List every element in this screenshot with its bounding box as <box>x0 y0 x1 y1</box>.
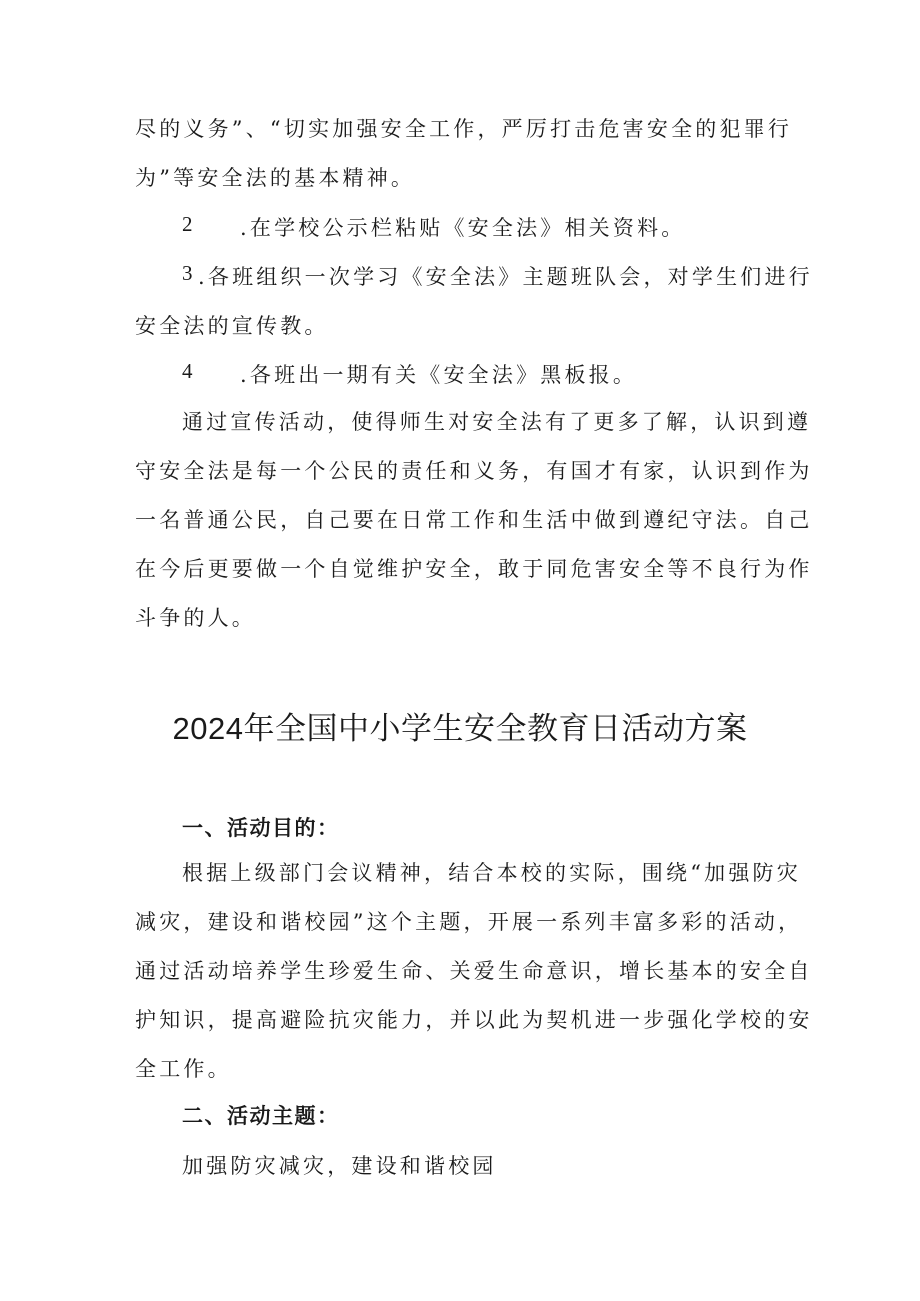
conclusion-line-3: 一名普通公民，自己要在日常工作和生活中做到遵纪守法。自己 <box>135 508 813 532</box>
section-2-text: 加强防灾减灾，建设和谐校园 <box>182 1154 497 1178</box>
section-1-line-4: 护知识，提高避险抗灾能力，并以此为契机进一步强化学校的安 <box>135 1008 813 1032</box>
item-4-number: 4 <box>182 359 193 383</box>
conclusion-line-2: 守安全法是每一个公民的责任和义务，有国才有家，认识到作为 <box>135 459 813 483</box>
item-3-number: 3 <box>182 261 193 285</box>
document-title: 2024年全国中小学生安全教育日活动方案 <box>172 711 748 746</box>
section-1-heading: 一、活动目的： <box>182 817 340 840</box>
intro-line-1: 尽的义务”、“切实加强安全工作，严厉打击危害安全的犯罪行 <box>135 117 793 141</box>
conclusion-line-1: 通过宣传活动，使得师生对安全法有了更多了解，认识到遵 <box>182 410 812 434</box>
item-2-number: 2 <box>182 212 193 236</box>
section-1-line-2: 减灾，建设和谐校园”这个主题，开展一系列丰富多彩的活动， <box>135 910 803 934</box>
conclusion-line-4: 在今后更要做一个自觉维护安全，敢于同危害安全等不良行为作 <box>135 557 813 581</box>
item-2-text: .在学校公示栏粘贴《安全法》相关资料。 <box>240 216 686 240</box>
section-1-line-3: 通过活动培养学生珍爱生命、关爱生命意识，增长基本的安全自 <box>135 959 813 983</box>
intro-line-2: 为”等安全法的基本精神。 <box>135 166 416 190</box>
item-3-text: .各班组织一次学习《安全法》主题班队会，对学生们进行 <box>198 265 813 289</box>
conclusion-line-5: 斗争的人。 <box>135 606 256 630</box>
item-3-continuation: 安全法的宣传教。 <box>135 314 329 338</box>
section-1-line-1: 根据上级部门会议精神，结合本校的实际，围绕“加强防灾 <box>182 861 801 885</box>
section-1-line-5: 全工作。 <box>135 1057 232 1081</box>
item-4-text: .各班出一期有关《安全法》黑板报。 <box>240 363 638 387</box>
section-2-heading: 二、活动主题： <box>182 1105 340 1128</box>
